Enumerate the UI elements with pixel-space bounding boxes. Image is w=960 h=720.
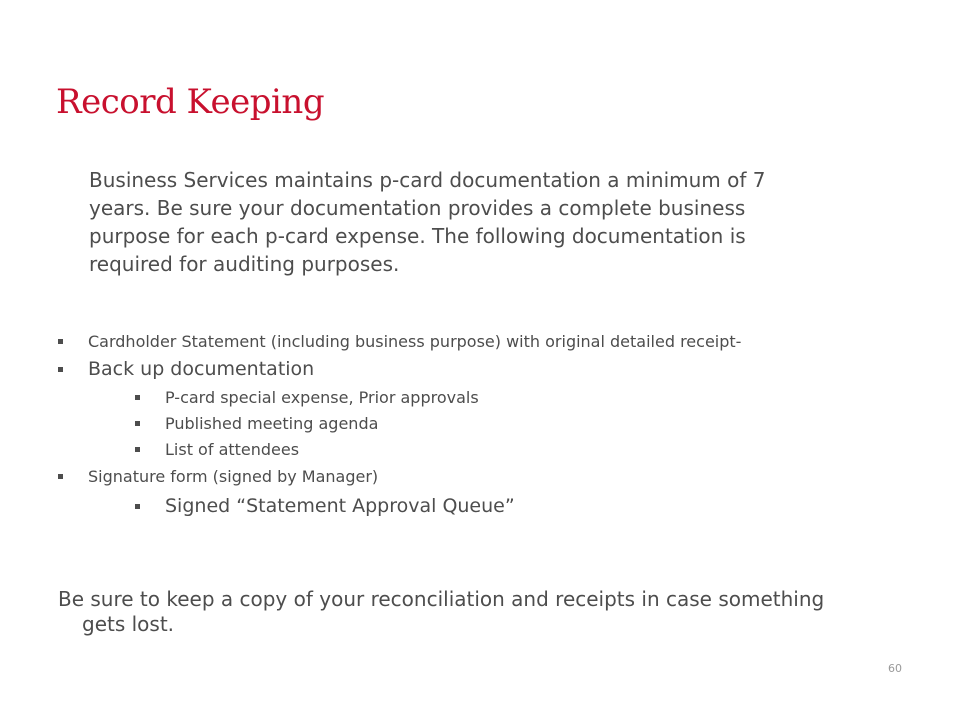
sub-list-item [135, 440, 778, 459]
slide-title: Record Keeping [56, 82, 325, 122]
sub-list-item [135, 388, 778, 407]
bullet-square-icon [135, 447, 140, 452]
list-item [58, 467, 778, 486]
list-item-text: List of attendees [165, 440, 300, 459]
sub-list-item [135, 414, 778, 433]
list-item-text: Signed “Statement Approval Queue” [165, 495, 515, 517]
requirements-list [58, 332, 778, 518]
bullet-square-icon [135, 395, 140, 400]
closing-paragraph: Be sure to keep a copy of your reconciliation and receipts in case something gets lost. [58, 587, 825, 636]
bullet-square-icon [135, 421, 140, 426]
sub-list-item [135, 494, 778, 518]
bullet-square-icon [135, 504, 140, 509]
bullet-square-icon [58, 367, 63, 372]
list-item-text: P-card special expense, Prior approvals [165, 388, 479, 407]
list-item-text: Published meeting agenda [165, 414, 379, 433]
bullet-square-icon [58, 474, 63, 479]
list-item-text: Cardholder Statement (including business purpose) with original detailed receipt- [88, 332, 742, 351]
intro-paragraph: Business Services maintains p-card documentation a minimum of 7 years. Be sure your documentation provides a complete business purpose for each p-card expense. The following documentation is required for auditing purposes. [89, 168, 766, 276]
page-number: 60 [888, 662, 902, 675]
list-item [58, 332, 778, 351]
list-item-text: Signature form (signed by Manager) [88, 467, 379, 486]
list-item-text: Back up documentation [88, 358, 315, 380]
bullet-square-icon [58, 339, 63, 344]
list-item [58, 357, 778, 381]
